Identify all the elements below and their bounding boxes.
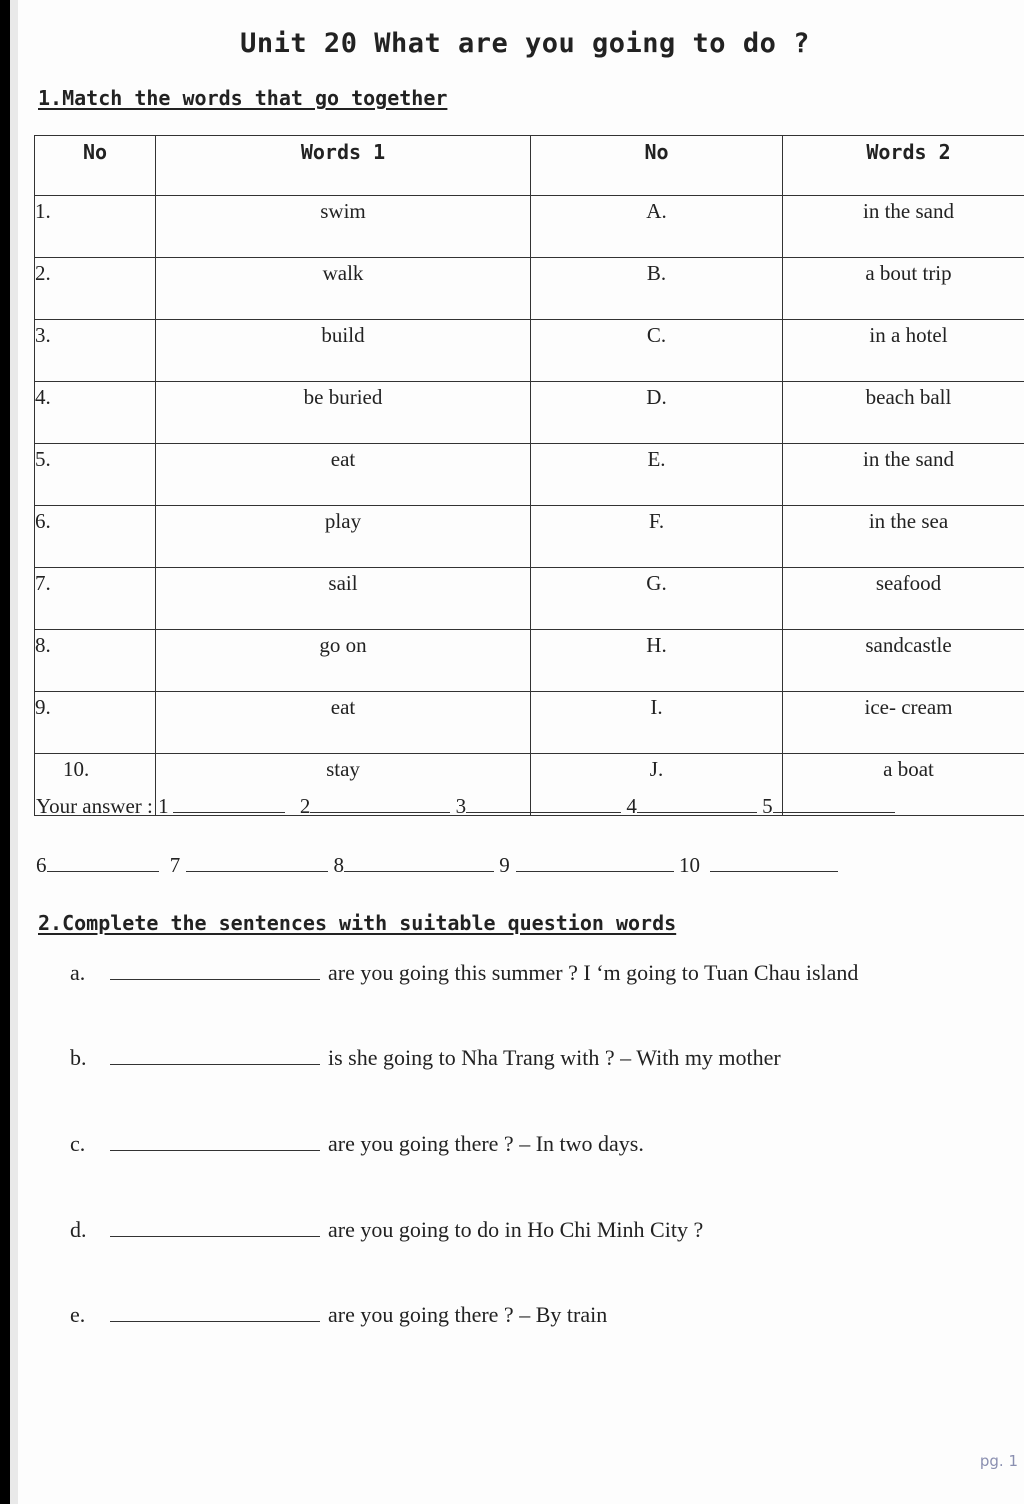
question-letter: a.: [70, 960, 86, 985]
word-1: eat: [156, 444, 531, 506]
row-letter: B.: [531, 258, 783, 320]
table-row: [35, 630, 1024, 692]
row-number: 5.: [35, 444, 156, 506]
page-number: pg. 1: [979, 1452, 1018, 1470]
answer-blank-10[interactable]: [710, 870, 838, 872]
question-text: are you going to do in Ho Chi Minh City ?: [328, 1217, 704, 1242]
word-1: stay: [156, 754, 531, 816]
word-2: a bout trip: [783, 258, 1024, 320]
answer-number-8: 8: [333, 853, 344, 877]
header-words-2: Words 2: [783, 136, 1024, 196]
row-letter: F.: [531, 506, 783, 568]
question-b: [70, 1045, 781, 1071]
question-e: [70, 1302, 607, 1328]
row-letter: C.: [531, 320, 783, 382]
word-1: play: [156, 506, 531, 568]
row-number: 1.: [35, 196, 156, 258]
word-2: in the sand: [783, 196, 1024, 258]
row-number: 7.: [35, 568, 156, 630]
question-text: are you going there ? – In two days.: [328, 1131, 644, 1156]
word-1: build: [156, 320, 531, 382]
question-letter: c.: [70, 1131, 86, 1156]
row-number: 4.: [35, 382, 156, 444]
answer-blank-1[interactable]: [173, 811, 285, 813]
row-number: 6.: [35, 506, 156, 568]
question-letter: b.: [70, 1045, 87, 1070]
question-letter: e.: [70, 1302, 86, 1327]
table-row: [35, 320, 1024, 382]
answer-number-2: 2: [299, 794, 311, 818]
row-letter: J.: [531, 754, 783, 816]
answer-blank-7[interactable]: [186, 870, 328, 872]
answer-number-9: 9: [499, 853, 510, 877]
answer-blank-2[interactable]: [310, 811, 450, 813]
answer-blank-5[interactable]: [773, 811, 895, 813]
word-2: in the sea: [783, 506, 1024, 568]
word-2: sandcastle: [783, 630, 1024, 692]
answer-number-4: 4: [626, 794, 637, 818]
row-number: 8.: [35, 630, 156, 692]
row-letter: H.: [531, 630, 783, 692]
table-header-row: [35, 136, 1024, 196]
table-row: [35, 196, 1024, 258]
word-2: in the sand: [783, 444, 1024, 506]
header-no-2: No: [531, 136, 783, 196]
word-1: walk: [156, 258, 531, 320]
answer-row-1: [36, 794, 895, 819]
answer-blank[interactable]: [110, 1235, 320, 1237]
word-1: sail: [156, 568, 531, 630]
answer-blank-6[interactable]: [47, 870, 159, 872]
word-1: go on: [156, 630, 531, 692]
word-2: in a hotel: [783, 320, 1024, 382]
worksheet-page: [10, 0, 1024, 1504]
row-letter: A.: [531, 196, 783, 258]
matching-table: [34, 135, 1024, 816]
question-text: are you going this summer ? I ‘m going to Tuan Chau island: [328, 960, 859, 985]
section-2-heading: 2.Complete the sentences with suitable question words: [38, 911, 677, 935]
table-row: [35, 382, 1024, 444]
answer-blank-3[interactable]: [466, 811, 621, 813]
section-1-heading: 1.Match the words that go together: [38, 86, 448, 110]
answer-number-5: 5: [762, 794, 773, 818]
header-no-1: No: [35, 136, 156, 196]
answer-number-7: 7: [169, 853, 181, 877]
answer-blank[interactable]: [110, 1149, 320, 1151]
table-row: [35, 258, 1024, 320]
answer-number-6: 6: [36, 853, 47, 877]
question-a: [70, 960, 858, 986]
word-2: a boat: [783, 754, 1024, 816]
row-number: 3.: [35, 320, 156, 382]
table-row: [35, 444, 1024, 506]
answer-number-3: 3: [455, 794, 467, 818]
word-2: seafood: [783, 568, 1024, 630]
row-number: 2.: [35, 258, 156, 320]
row-number: 9.: [35, 692, 156, 754]
question-c: [70, 1131, 644, 1157]
answer-blank-4[interactable]: [637, 811, 757, 813]
table-row: [35, 568, 1024, 630]
answer-blank[interactable]: [110, 1063, 320, 1065]
answer-number-10: 10: [679, 853, 700, 877]
row-number: 10.: [35, 754, 156, 816]
row-letter: G.: [531, 568, 783, 630]
word-1: be buried: [156, 382, 531, 444]
row-letter: E.: [531, 444, 783, 506]
question-text: is she going to Nha Trang with ? – With my mother: [328, 1045, 781, 1070]
row-letter: I.: [531, 692, 783, 754]
answer-blank[interactable]: [110, 978, 320, 980]
question-d: [70, 1217, 703, 1243]
word-2: ice- cream: [783, 692, 1024, 754]
question-text: are you going there ? – By train: [328, 1302, 608, 1327]
answer-blank-9[interactable]: [516, 870, 674, 872]
word-2: beach ball: [783, 382, 1024, 444]
header-words-1: Words 1: [156, 136, 531, 196]
word-1: swim: [156, 196, 531, 258]
page-title: Unit 20 What are you going to do ?: [240, 28, 810, 59]
table-row: [35, 506, 1024, 568]
table-row: [35, 692, 1024, 754]
question-letter: d.: [70, 1217, 87, 1242]
answer-blank[interactable]: [110, 1320, 320, 1322]
answer-row-2: [36, 853, 838, 878]
answer-blank-8[interactable]: [344, 870, 494, 872]
word-1: eat: [156, 692, 531, 754]
answer-label: Your answer : 1: [36, 794, 169, 818]
row-letter: D.: [531, 382, 783, 444]
